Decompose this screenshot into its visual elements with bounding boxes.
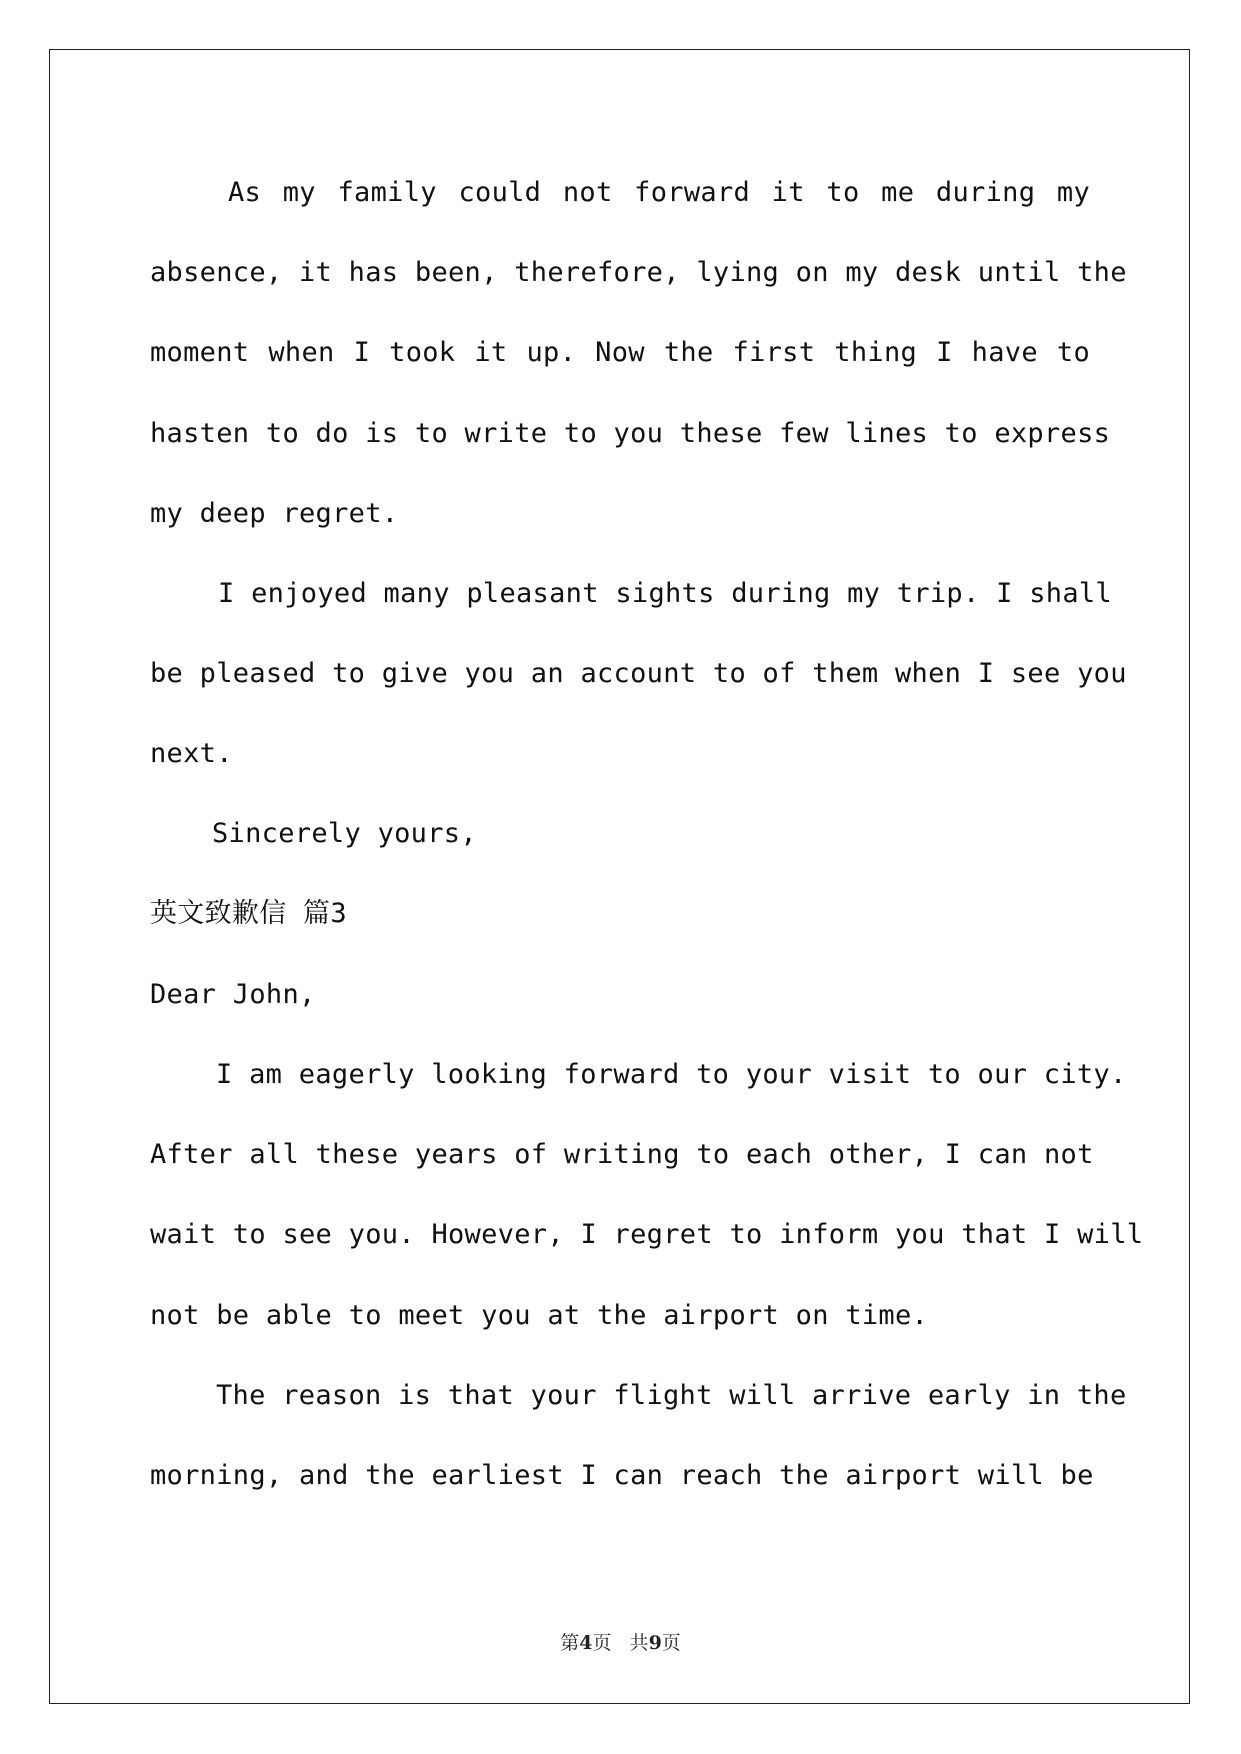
salutation: Dear John, xyxy=(150,979,316,1010)
paragraph-line: next. xyxy=(150,738,233,769)
footer-mid: 页 共 xyxy=(592,1632,649,1654)
paragraph-line: moment when I took it up. Now the first thing I have to xyxy=(150,337,1090,368)
current-page-number: 4 xyxy=(579,1632,593,1654)
paragraph-line: wait to see you. However, I regret to inform you that I will xyxy=(150,1219,1144,1250)
paragraph-line: morning, and the earliest I can reach the airport will be xyxy=(150,1460,1094,1491)
total-pages-number: 9 xyxy=(648,1632,662,1654)
paragraph-line: I enjoyed many pleasant sights during my trip. I shall xyxy=(218,578,1112,609)
closing-line: Sincerely yours, xyxy=(212,818,477,849)
paragraph-line: my deep regret. xyxy=(150,498,399,529)
paragraph-line: be pleased to give you an account to of them when I see you xyxy=(150,658,1127,689)
paragraph-line: absence, it has been, therefore, lying on my desk until the xyxy=(150,257,1127,288)
paragraph-line: hasten to do is to write to you these few lines to express xyxy=(150,418,1111,449)
paragraph-line: As my family could not forward it to me during my xyxy=(228,177,1090,208)
page-footer xyxy=(0,1628,1241,1655)
paragraph-line: After all these years of writing to each other, I can not xyxy=(150,1139,1094,1170)
paragraph-line: I am eagerly looking forward to your visit to our city. xyxy=(216,1059,1127,1090)
footer-suffix: 页 xyxy=(661,1632,681,1654)
section-heading: 英文致歉信 篇3 xyxy=(150,898,347,929)
footer-prefix: 第 xyxy=(560,1632,580,1654)
paragraph-line: The reason is that your flight will arrive early in the xyxy=(216,1380,1127,1411)
paragraph-line: not be able to meet you at the airport on time. xyxy=(150,1300,929,1331)
